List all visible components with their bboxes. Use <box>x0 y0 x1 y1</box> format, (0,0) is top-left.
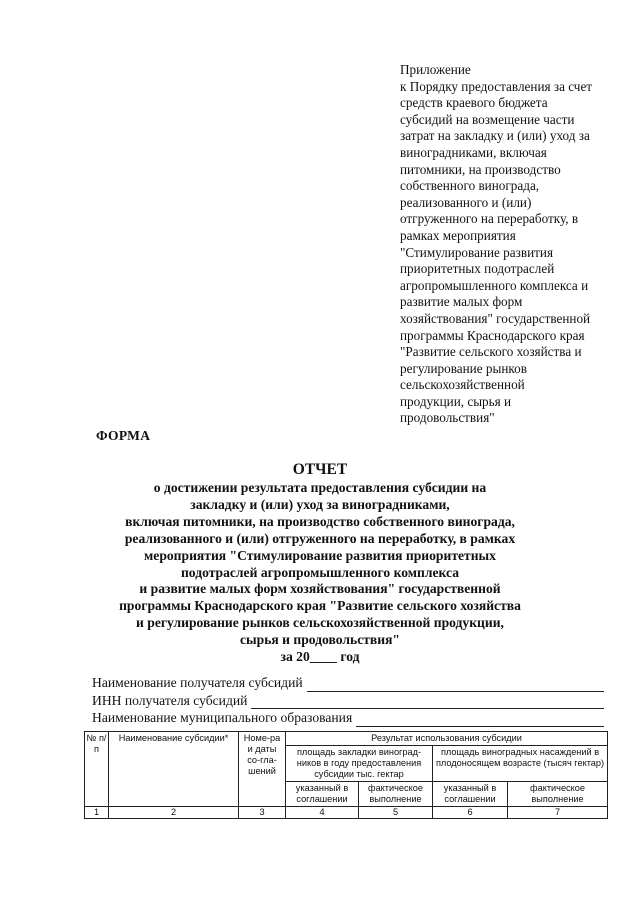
appendix-line: средств краевого бюджета <box>400 95 548 111</box>
header-fruiting-area: площадь виноградных насаждений в плодоносящем возрасте (тысяч гектар) <box>433 746 608 782</box>
header-subsidy-name: Наименование субсидии* <box>109 732 239 807</box>
report-title-line: включая питомники, на производство собственного винограда, <box>125 513 515 529</box>
appendix-block <box>400 62 615 427</box>
recipient-name-field <box>92 674 604 692</box>
appendix-line: затрат на закладку и (или) уход за <box>400 128 590 144</box>
recipient-fields <box>92 674 604 727</box>
recipient-inn-label: ИНН получателя субсидий <box>92 692 248 708</box>
header-agreement-value-1: указанный в соглашении <box>286 782 359 807</box>
report-title-line: реализованного и (или) отгруженного на переработку, в рамках <box>124 530 516 546</box>
appendix-line: реализованного и (или) <box>400 194 532 210</box>
column-number: 2 <box>109 807 239 819</box>
appendix-line: агропромышленного комплекса и <box>400 277 589 293</box>
report-title-line: мероприятия "Стимулирование развития приоритетных <box>144 547 496 563</box>
recipient-name-label: Наименование получателя субсидий <box>92 675 303 690</box>
report-title-line: закладку и (или) уход за виноградниками, <box>190 496 450 512</box>
appendix-line: виноградниками, включая <box>400 144 547 160</box>
column-number: 6 <box>433 807 508 819</box>
report-title-line: и регулирование рынков сельскохозяйственной продукции, <box>136 615 504 631</box>
appendix-line: сельскохозяйственной <box>400 377 525 393</box>
column-number: 5 <box>359 807 433 819</box>
appendix-line: к Порядку предоставления за счет <box>400 78 593 94</box>
header-number: № п/п <box>85 732 109 807</box>
report-title-line: и развитие малых форм хозяйствования" государственной <box>139 581 501 597</box>
report-title-line: подотраслей агропромышленного комплекса <box>180 564 460 580</box>
appendix-line: питомники, на производство <box>400 161 561 177</box>
appendix-line: субсидий на возмещение части <box>400 111 575 127</box>
header-result-group: Результат использования субсидии <box>286 732 608 746</box>
appendix-line: Приложение <box>400 62 471 77</box>
recipient-name-blank[interactable] <box>307 678 604 692</box>
municipality-field <box>92 709 604 727</box>
header-agreement-dates: Номе-ра и даты со-гла-шений <box>239 732 286 807</box>
report-title-line: сырья и продовольствия" <box>240 632 400 648</box>
column-number: 3 <box>239 807 286 819</box>
header-new-planting-area: площадь закладки виноград-ников в году предоставления субсидии тыс. гектар <box>286 746 433 782</box>
report-title-line: программы Краснодарского края "Развитие сельского хозяйства <box>119 598 521 614</box>
report-title-block <box>110 460 530 666</box>
recipient-inn-field <box>92 692 604 710</box>
column-number: 4 <box>286 807 359 819</box>
appendix-line: рамках мероприятия <box>400 227 516 243</box>
form-label: ФОРМА <box>96 428 151 443</box>
report-table <box>84 731 608 819</box>
appendix-line: регулирование рынков <box>400 360 527 376</box>
column-number: 7 <box>508 807 608 819</box>
appendix-line: хозяйствования" государственной <box>400 310 591 326</box>
header-agreement-value-2: указанный в соглашении <box>433 782 508 807</box>
column-number: 1 <box>85 807 109 819</box>
appendix-line: приоритетных подотраслей <box>400 261 555 277</box>
appendix-line: продовольствия" <box>400 410 495 426</box>
report-period-line: за 20____ год <box>280 649 360 665</box>
header-actual-value-1: фактическое выполнение <box>359 782 433 807</box>
recipient-inn-blank[interactable] <box>251 695 604 709</box>
appendix-line: собственного винограда, <box>400 178 540 194</box>
appendix-line: "Стимулирование развития <box>400 244 554 260</box>
municipality-label: Наименование муниципального образования <box>92 710 353 725</box>
appendix-line: развитие малых форм <box>400 294 523 310</box>
municipality-blank[interactable] <box>356 713 604 727</box>
header-actual-value-2: фактическое выполнение <box>508 782 608 807</box>
report-heading: ОТЧЕТ <box>292 461 348 478</box>
appendix-line: продукции, сырья и <box>400 393 512 409</box>
appendix-line: "Развитие сельского хозяйства и <box>400 344 582 360</box>
appendix-line: программы Краснодарского края <box>400 327 585 343</box>
appendix-line: отгруженного на переработку, в <box>400 211 579 227</box>
report-title-line: о достижении результата предоставления субсидии на <box>153 480 487 495</box>
